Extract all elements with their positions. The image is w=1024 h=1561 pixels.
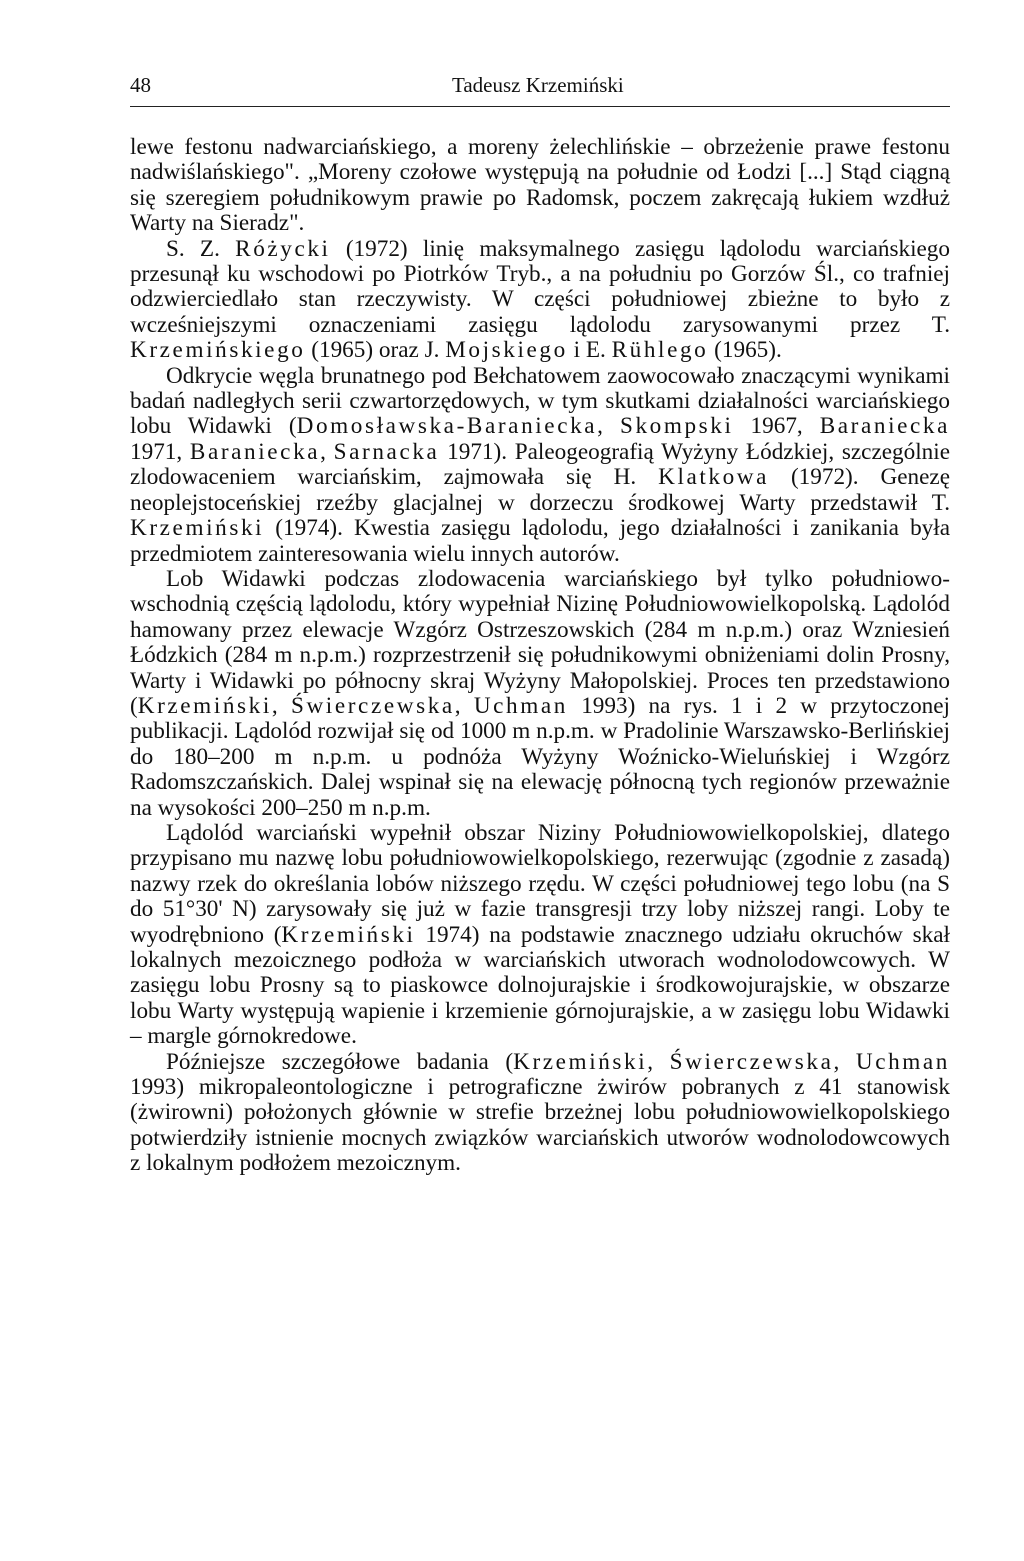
author-name: Baraniecka — [819, 413, 950, 440]
page-header — [130, 72, 950, 107]
text-run: 1993) na rys. 1 i 2 w przytoczonej publikacji. Lądolód rozwijał się od 1000 m n.p.m. w Pradolinie Warszawsko-Berlińskiej do 180–200 m n.p.m. u podnóża Wyżyny Woźnicko-Wieluńskiej i Wzgórz Radomszczańskich. Dalej wspinał się na elewację północną tych regionów przeważnie na wysokości 200–250 m n.p.m. — [130, 692, 951, 821]
paragraph — [130, 135, 950, 237]
author-name: Krzemińskiego — [130, 337, 306, 364]
text-run: 1974) na podstawie znacznego udziału okruchów skał lokalnych mezoicznego podłoża w warciańskich utworach wodnolodowcowych. W zasięgu lobu Prosny są to piaskowce dolnojurajskie i środkowojurajskie, w obszarze lobu Warty występują wapienie i krzemienie górnojurajskie, a w zasięgu lobu Widawki – margle górnokredowe. — [130, 921, 950, 1050]
text-run: (1974). Kwestia zasięgu lądolodu, jego działalności i zanikania była przedmiotem zainteresowania wielu innych autorów. — [130, 515, 950, 567]
text-run: lewe festonu nadwarciańskiego, a moreny żelechlińskie – obrzeżenie prawe festonu nadwiślańskiego". „Moreny czołowe występują na południe od Łodzi [...] Stąd ciągną się szeregiem południkowym prawie po Radomsk, poczem zakręcają łukiem wzdłuż Warty na Sieradz". — [130, 134, 950, 237]
body-text — [130, 135, 950, 1177]
paragraph — [130, 821, 950, 1050]
text-run: 1967, — [733, 413, 820, 440]
text-run: 1993) mikropaleontologiczne i petrograficzne żwirów pobranych z 41 stanowisk (żwirowni) położonych głównie w strefie brzeżnej lobu południowowielkopolskiego potwierdziły istnienie mocnych związków warciańskich utworów wodnolodowcowych z lokalnym podłożem mezoicznym. — [130, 1074, 950, 1177]
author-name: Świerczewska — [669, 1048, 834, 1075]
author-name: Domosławska-Baraniecka — [296, 413, 598, 440]
author-name: Krzemiński — [130, 515, 265, 542]
text-run: (1965). — [708, 337, 782, 364]
author-name: Mojskiego — [445, 337, 568, 364]
text-run: 1971). Paleogeografią Wyżyny Łódzkiej, szczególnie zlodowaceniem warciańskim, zajmowała się H. — [130, 438, 950, 491]
author-name: Rühlego — [611, 337, 709, 364]
paragraph — [130, 364, 950, 567]
author-name: Uchman — [855, 1048, 950, 1075]
text-run: , — [647, 1048, 670, 1075]
author-name: Świerczewska — [290, 692, 455, 719]
author-name: Sarnacka — [333, 438, 440, 465]
author-name: Klatkowa — [658, 464, 770, 491]
text-run: (1972) linię maksymalnego zasięgu lądolodu warciańskiego przesunął ku wschodowi po Piotrków Tryb., a na południu po Gorzów Śl., co trafniej odzwierciedlało stan rzeczywisty. W części południowej zbieżne to było z wcześniejszymi oznaczeniami zasięgu lądolodu zarysowanymi przez T. — [130, 235, 950, 338]
text-run: (1972). Genezę neoplejstoceńskiej rzeźby glacjalnej w dorzeczu środkowej Warty przedstawił T. — [130, 464, 951, 516]
text-run: , — [833, 1048, 856, 1075]
author-name: Baraniecka — [189, 438, 321, 465]
text-run: i E. — [567, 337, 612, 364]
text-run: , — [597, 413, 620, 440]
running-head: Tadeusz Krzemiński — [452, 73, 624, 97]
text-run: , — [454, 692, 474, 719]
author-name: Uchman — [473, 692, 568, 719]
text-run: Lądolód warciański wypełnił obszar Niziny Południowowielkopolskiej, dlatego przypisano mu nazwę lobu południowowielkopolskiego, rezerwując (zgodnie z zasadą) nazwy rzek do określania lobów niższego rzędu. W części południowej tego lobu (na S do 51°30' N) zarysowały się już w fazie transgresji trzy loby niższej rangi. Loby te wyodrębniono ( — [130, 819, 950, 948]
paragraph — [130, 1050, 950, 1177]
text-run: , — [320, 438, 334, 465]
page-number: 48 — [130, 73, 151, 97]
text-run: S. Z. — [166, 235, 236, 262]
text-run: Lob Widawki podczas zlodowacenia warciańskiego był tylko południowo-wschodnią częścią lądolodu, który wypełniał Nizinę Południowowielkopolską. Lądolód hamowany przez elewacje Wzgórz Ostrzeszowskich (284 m n.p.m.) oraz Wzniesień Łódzkich (284 m n.p.m.) rozprzestrzenił się południkowymi obniżeniami dolin Prosny, Warty i Widawki po północny skraj Wyżyny Małopolskiej. Proces ten przedstawiono ( — [130, 565, 950, 719]
text-run: (1965) oraz J. — [305, 337, 446, 364]
text-run: Odkrycie węgla brunatnego pod Bełchatowem zaowocowało znaczącymi wynikami badań nadległych serii czwartorzędowych, w tym skutkami działalności warciańskiego lobu Widawki ( — [130, 362, 950, 440]
author-name: Krzemiński — [513, 1048, 648, 1075]
author-name: Różycki — [235, 235, 331, 262]
text-run: Późniejsze szczegółowe badania ( — [166, 1048, 514, 1075]
author-name: Krzemiński — [281, 921, 416, 948]
author-name: Skompski — [619, 413, 734, 440]
paragraph — [130, 567, 950, 821]
paragraph — [130, 237, 950, 364]
text-run: 1971, — [130, 438, 190, 465]
text-run: , — [271, 692, 291, 719]
author-name: Krzemiński — [137, 692, 272, 719]
